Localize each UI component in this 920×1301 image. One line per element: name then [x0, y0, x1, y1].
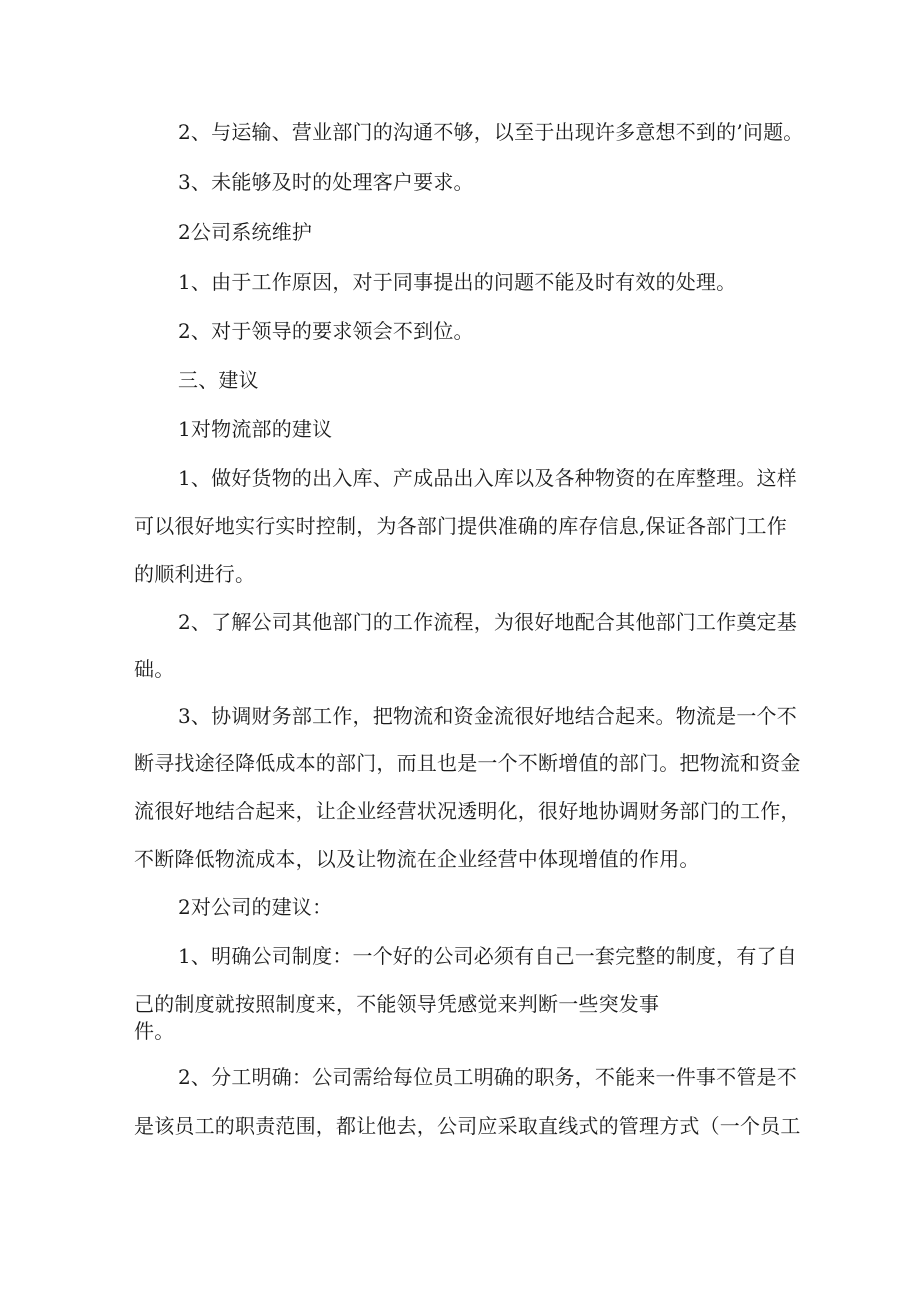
paragraph-company-2-line-2: 是该员工的职责范围，都让他去，公司应采取直线式的管理方式（一个员工 — [134, 1114, 801, 1138]
paragraph-logistics-2-line-1: 2、了解公司其他部门的工作流程，为很好地配合其他部门工作奠定基 — [178, 610, 797, 634]
paragraph-logistics-1-line-1: 1、做好货物的出入库、产成品出入库以及各种物资的在库整理。这样 — [178, 466, 797, 490]
paragraph-logistics-2-line-2: 础。 — [134, 657, 175, 681]
section-heading-suggestions: 三、建议 — [178, 368, 259, 392]
paragraph-company-1-line-1: 1、明确公司制度：一个好的公司必须有自己一套完整的制度，有了自 — [178, 944, 797, 968]
subheading-logistics-suggestions: 1对物流部的建议 — [178, 417, 333, 441]
paragraph-logistics-3-line-1: 3、协调财务部工作，把物流和资金流很好地结合起来。物流是一个不 — [178, 704, 797, 728]
paragraph-logistics-1-line-3: 的顺利进行。 — [134, 562, 256, 586]
text-line-problem-3: 3、未能够及时的处理客户要求。 — [178, 170, 474, 194]
paragraph-logistics-3-line-2: 断寻找途径降低成本的部门，而且也是一个不断增值的部门。把物流和资金 — [134, 751, 801, 775]
paragraph-logistics-1-line-2: 可以很好地实行实时控制，为各部门提供准确的库存信息,保证各部门工作 — [134, 514, 787, 538]
paragraph-logistics-3-line-4: 不断降低物流成本，以及让物流在企业经营中体现增值的作用。 — [134, 847, 700, 871]
text-line-problem-2: 2、与运输、营业部门的沟通不够，以至于出现许多意想不到的’问题。 — [178, 120, 804, 144]
paragraph-company-1-line-3: 件。 — [134, 1019, 175, 1043]
subheading-company-suggestions: 2对公司的建议： — [178, 895, 333, 919]
subheading-system-maintenance: 2公司系统维护 — [178, 220, 313, 244]
paragraph-company-2-line-1: 2、分工明确：公司需给每位员工明确的职务，不能来一件事不管是不 — [178, 1065, 797, 1089]
paragraph-logistics-3-line-3: 流很好地结合起来，让企业经营状况透明化，很好地协调财务部门的工作， — [134, 799, 801, 823]
text-line-maintenance-2: 2、对于领导的要求领会不到位。 — [178, 319, 474, 343]
paragraph-company-1-line-2: 己的制度就按照制度来，不能领导凭感觉来判断一些突发事 — [134, 992, 660, 1016]
text-line-maintenance-1: 1、由于工作原因，对于同事提出的问题不能及时有效的处理。 — [178, 270, 737, 294]
